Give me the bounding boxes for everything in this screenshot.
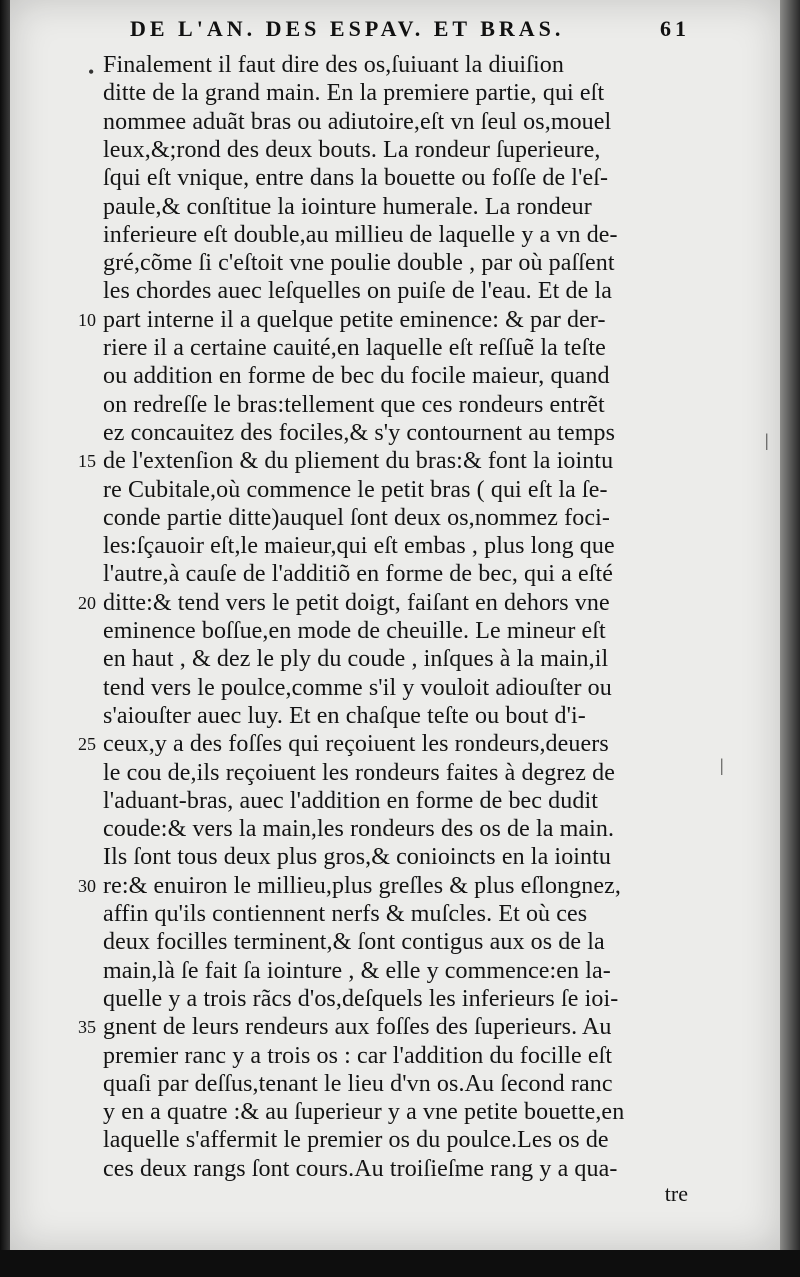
text-line: conde partie ditte)auquel ſont deux os,nommez foci-: [103, 504, 610, 531]
text-line: les chordes auec leſquelles on puiſe de l'eau. Et de la: [103, 278, 612, 305]
text-line: l'aduant-bras, auec l'addition en forme de bec dudit: [103, 787, 598, 814]
page-bottom-edge-shadow: [0, 1250, 800, 1277]
text-line: en haut , & dez le ply du coude , inſques à la main,il: [103, 646, 609, 673]
book-binding-edge: [0, 0, 10, 1277]
text-line: gré,cõme ſi c'eſtoit vne poulie double , par où paſſent: [103, 250, 615, 277]
text-line: inferieure eſt double,au millieu de laquelle y a vn de-: [103, 221, 618, 248]
text-line: ces deux rangs ſont cours.Au troiſieſme rang y a qua-: [103, 1155, 618, 1182]
text-line: laquelle s'affermit le premier os du poulce.Les os de: [103, 1127, 609, 1154]
margin-speck-mark: •: [88, 62, 95, 82]
text-line: part interne il a quelque petite eminence: & par der-: [103, 306, 606, 333]
text-line: quaſi par deſſus,tenant le lieu d'vn os.Au ſecond ranc: [103, 1070, 613, 1097]
text-line: premier ranc y a trois os : car l'addition du focille eſt: [103, 1042, 613, 1069]
text-line: re:& enuiron le millieu,plus greſles & plus eſlongnez,: [103, 872, 621, 899]
text-line: deux focilles terminent,& ſont contigus aux os de la: [103, 929, 605, 956]
text-line: on redreſſe le bras:tellement que ces rondeurs entrẽt: [103, 391, 605, 418]
text-line: main,là ſe fait ſa iointure , & elle y commence:en la-: [103, 957, 611, 984]
text-line: coude:& vers la main,les rondeurs des os de la main.: [103, 816, 615, 843]
text-line: paule,& conſtitue la iointure humerale. La rondeur: [103, 193, 592, 220]
text-line: ditte:& tend vers le petit doigt, faiſant en dehors vne: [103, 589, 610, 616]
text-line: y en a quatre :& au ſuperieur y a vne petite bouette,en: [103, 1099, 625, 1126]
text-line: ſqui eſt vnique, entre dans la bouette ou foſſe de l'eſ-: [103, 165, 609, 192]
margin-line-number: 15: [78, 451, 96, 472]
text-line: nommee aduãt bras ou adiutoire,eſt vn ſeul os,mouel: [103, 108, 612, 135]
text-line: Finalement il faut dire des os,ſuiuant la diuiſion: [103, 52, 564, 78]
margin-line-number: 20: [78, 592, 96, 613]
text-line: gnent de leurs rendeurs aux foſſes des ſuperieurs. Au: [103, 1014, 612, 1041]
margin-line-number: 25: [78, 734, 96, 755]
text-line: ceux,y a des foſſes qui reçoiuent les rondeurs,deuers: [103, 731, 609, 758]
text-line: leux,&;rond des deux bouts. La rondeur ſuperieure,: [103, 136, 601, 163]
text-line: eminence boſſue,en mode de cheuille. Le mineur eſt: [103, 618, 606, 644]
running-head: DE L'AN. DES ESPAV. ET BRAS.: [130, 16, 565, 41]
text-line: le cou de,ils reçoiuent les rondeurs faites à degrez de: [103, 759, 615, 786]
page-header: [130, 12, 690, 48]
text-line: tend vers le poulce,comme s'il y vouloit adiouſter ou: [103, 674, 612, 701]
text-line: affin qu'ils contiennent nerfs & muſcles. Et où ces: [103, 901, 588, 927]
page-right-edge-shadow: [780, 0, 800, 1277]
text-line: les:ſçauoir eſt,le maieur,qui eſt embas , plus long que: [103, 533, 615, 560]
margin-tick-mark: |: [765, 430, 769, 450]
text-line: l'autre,à cauſe de l'additiõ en forme de bec, qui a eſté: [103, 561, 614, 588]
text-line: riere il a certaine cauité,en laquelle eſt reſſuẽ la teſte: [103, 335, 606, 361]
text-line: re Cubitale,où commence le petit bras ( qui eſt la ſe-: [103, 476, 608, 503]
text-line: ou addition en forme de bec du focile maieur, quand: [103, 363, 610, 390]
text-line: quelle y a trois rãcs d'os,deſquels les inferieurs ſe ioi-: [103, 985, 619, 1012]
margin-line-number: 35: [78, 1017, 96, 1038]
margin-tick-mark: |: [720, 755, 724, 775]
margin-line-number: 10: [78, 309, 96, 330]
text-line: ditte de la grand main. En la premiere partie, qui eſt: [103, 80, 605, 107]
catchword: tre: [664, 1181, 688, 1206]
margin-line-number: 30: [78, 875, 96, 896]
text-line: s'aiouſter auec luy. Et en chaſque teſte ou bout d'i-: [103, 702, 586, 729]
text-line: Ils ſont tous deux plus gros,& conioincts en la iointu: [103, 844, 612, 871]
page-number: 61: [660, 16, 690, 41]
text-line: de l'extenſion & du pliement du bras:& font la iointu: [103, 448, 614, 475]
text-line: ez concauitez des fociles,& s'y contournent au temps: [103, 419, 616, 446]
